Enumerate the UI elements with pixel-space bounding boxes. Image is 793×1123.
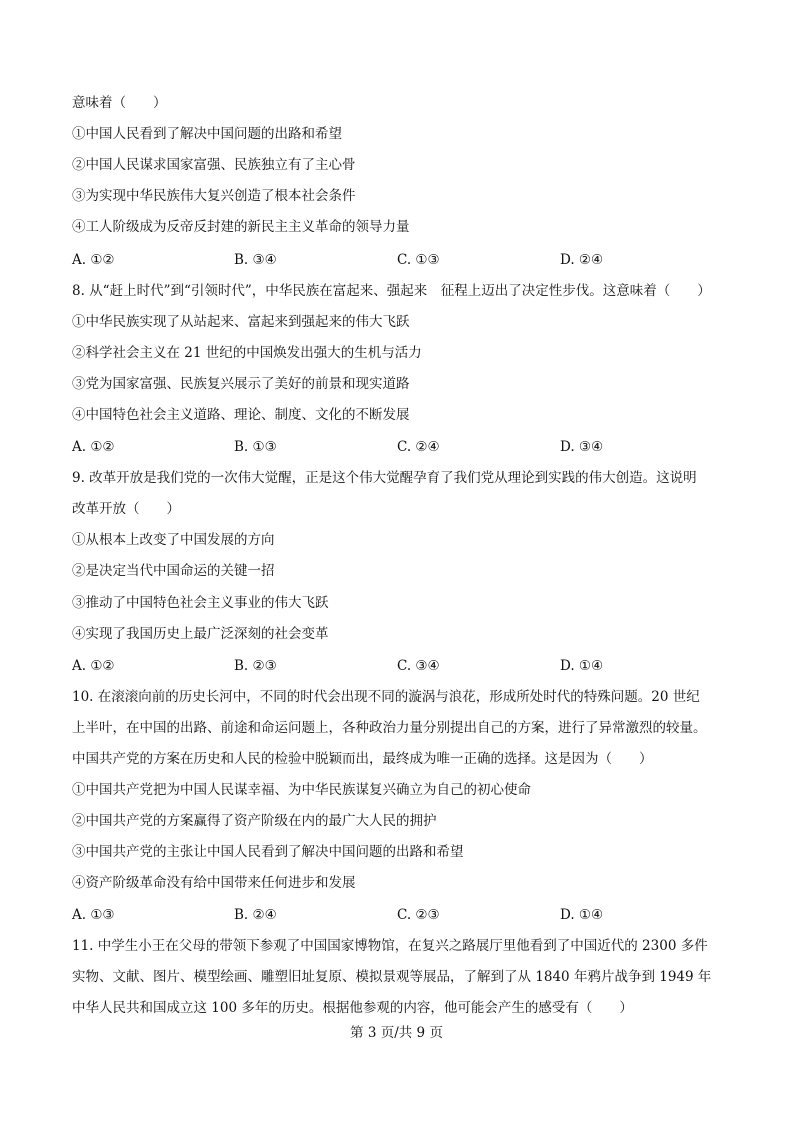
q9-option-c: C. ③④ bbox=[397, 658, 440, 674]
q10-item-3: ③中国共产党的主张让中国人民看到了解决中国问题的出路和希望 bbox=[72, 844, 464, 860]
q11-stem-line1: 11. 中学生小王在父母的带领下参观了中国国家博物馆，在复兴之路展厅里他看到了中国近代的 2300 多件 bbox=[72, 938, 708, 954]
q8-stem: 8. 从“赶上时代”到“引领时代”，中华民族在富起来、强起来 征程上迈出了决定性步伐。这意味着（ ） bbox=[72, 283, 711, 299]
q9-stem-line1: 9. 改革开放是我们党的一次伟大觉醒，正是这个伟大觉醒孕育了我们党从理论到实践的伟大创造。这说明 bbox=[72, 470, 697, 486]
q8-item-3: ③党为国家富强、民族复兴展示了美好的前景和现实道路 bbox=[72, 376, 410, 392]
q8-item-1: ①中华民族实现了从站起来、富起来到强起来的伟大飞跃 bbox=[72, 314, 410, 330]
page-footer: 第 3 页/共 9 页 bbox=[350, 1025, 443, 1041]
q10-option-b: B. ②④ bbox=[234, 907, 277, 923]
q8-options bbox=[72, 437, 712, 457]
q10-stem-line1: 10. 在滚滚向前的历史长河中，不同的时代会出现不同的漩涡与浪花，形成所处时代的特殊问题。20 世纪 bbox=[72, 689, 700, 705]
q9-option-b: B. ②③ bbox=[234, 658, 277, 674]
q7-stem-end: 意味着（ ） bbox=[72, 95, 167, 111]
q10-item-4: ④资产阶级革命没有给中国带来任何进步和发展 bbox=[72, 875, 356, 891]
q9-item-2: ②是决定当代中国命运的关键一招 bbox=[72, 563, 275, 579]
q8-option-b: B. ①③ bbox=[234, 439, 277, 455]
q10-stem-line3: 中国共产党的方案在历史和人民的检验中脱颖而出，最终成为唯一正确的选择。这是因为（ ） bbox=[72, 751, 653, 767]
q8-option-c: C. ②④ bbox=[397, 439, 440, 455]
q7-options bbox=[72, 250, 712, 270]
q8-item-4: ④中国特色社会主义道路、理论、制度、文化的不断发展 bbox=[72, 407, 410, 423]
q8-option-d: D. ③④ bbox=[560, 439, 604, 455]
q10-options bbox=[72, 905, 712, 925]
q8-item-2: ②科学社会主义在 21 世纪的中国焕发出强大的生机与活力 bbox=[72, 345, 422, 361]
q9-item-4: ④实现了我国历史上最广泛深刻的社会变革 bbox=[72, 626, 329, 642]
q9-stem-line2: 改革开放（ ） bbox=[72, 501, 180, 517]
q10-option-d: D. ①④ bbox=[560, 907, 604, 923]
q9-item-3: ③推动了中国特色社会主义事业的伟大飞跃 bbox=[72, 595, 329, 611]
q7-item-1: ①中国人民看到了解决中国问题的出路和希望 bbox=[72, 126, 342, 142]
q7-item-3: ③为实现中华民族伟大复兴创造了根本社会条件 bbox=[72, 188, 356, 204]
q7-option-c: C. ①③ bbox=[397, 252, 440, 268]
q7-option-b: B. ③④ bbox=[234, 252, 277, 268]
q7-option-d: D. ②④ bbox=[560, 252, 604, 268]
q9-option-d: D. ①④ bbox=[560, 658, 604, 674]
q10-item-1: ①中国共产党把为中国人民谋幸福、为中华民族谋复兴确立为自己的初心使命 bbox=[72, 782, 531, 798]
q7-item-4: ④工人阶级成为反帝反封建的新民主主义革命的领导力量 bbox=[72, 219, 410, 235]
q11-stem-line3: 中华人民共和国成立这 100 多年的历史。根据他参观的内容，他可能会产生的感受有（ ） bbox=[72, 1000, 633, 1016]
q11-stem-line2: 实物、文献、图片、模型绘画、雕塑旧址复原、模拟景观等展品，了解到了从 1840 年鸦片战争到 1949 年 bbox=[72, 969, 712, 985]
q10-option-a: A. ①③ bbox=[72, 907, 115, 923]
q9-option-a: A. ①② bbox=[72, 658, 115, 674]
q7-option-a: A. ①② bbox=[72, 252, 115, 268]
q7-item-2: ②中国人民谋求国家富强、民族独立有了主心骨 bbox=[72, 157, 356, 173]
q10-item-2: ②中国共产党的方案赢得了资产阶级在内的最广大人民的拥护 bbox=[72, 813, 437, 829]
q8-option-a: A. ①② bbox=[72, 439, 115, 455]
q10-option-c: C. ②③ bbox=[397, 907, 440, 923]
q10-stem-line2: 上半叶，在中国的出路、前途和命运问题上，各种政治力量分别提出自己的方案，进行了异常激烈的较量。 bbox=[72, 720, 707, 736]
q9-options bbox=[72, 656, 712, 676]
q9-item-1: ①从根本上改变了中国发展的方向 bbox=[72, 532, 275, 548]
